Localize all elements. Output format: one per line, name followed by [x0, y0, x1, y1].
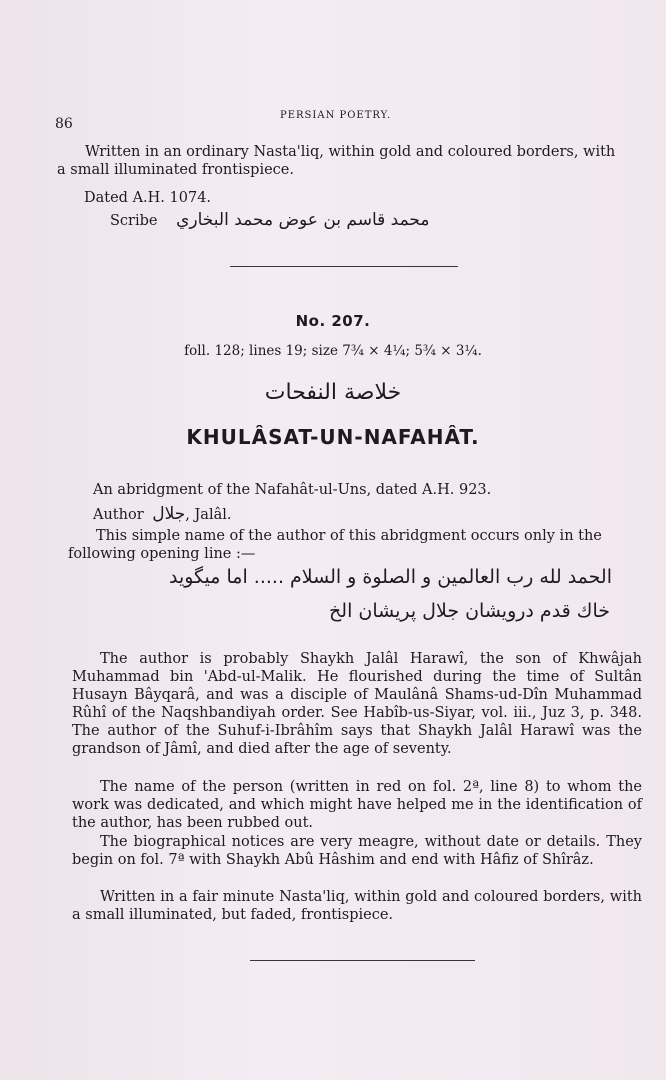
page-number: 86: [55, 116, 73, 132]
author-label: Author: [93, 507, 144, 523]
scribe-line: [110, 211, 530, 230]
author-arabic: جلال: [152, 504, 186, 524]
opening-line-1: الحمد لله رب العالمين و الصلوة و السلام ..... اما ميگويد: [168, 566, 612, 588]
author-note: This simple name of the author of this abridgment occurs only in the following opening line :—: [68, 528, 602, 562]
entry-number: No. 207.: [295, 312, 371, 330]
author-line: [93, 505, 231, 524]
running-head: PERSIAN POETRY.: [280, 110, 392, 121]
scribe-label: Scribe: [110, 213, 158, 229]
entry-title-arabic: خلاصة النفحات: [264, 380, 402, 405]
entry-title: KHULÂSAT-UN-NAFAHÂT.: [186, 425, 480, 449]
prev-entry-dated: Dated A.H. 1074.: [84, 190, 212, 206]
scribe-name-arabic: محمد قاسم بن عوض محمد البخاري: [176, 210, 430, 230]
paragraph-notices: The biographical notices are very meagre, without date or details. They begin on fol. 7ª with Shaykh Abû Hâshim and end with Hâfiz of Shîrâz.: [72, 834, 642, 868]
section-divider: [230, 266, 458, 267]
paragraph-dedication: The name of the person (written in red on fol. 2ª, line 8) to whom the work was dedicated, and which might have helped me in the identification of the author, has been rubbed out.: [72, 779, 642, 831]
author-name: , Jalâl.: [185, 507, 232, 523]
entry-abridgment: An abridgment of the Nafahât-ul-Uns, dated A.H. 923.: [93, 482, 492, 498]
entry-folio: foll. 128; lines 19; size 7¾ × 4¼; 5¾ × 3¼.: [184, 343, 482, 359]
paragraph-written: Written in a fair minute Nasta'liq, within gold and coloured borders, with a small illuminated, but faded, frontispiece.: [72, 889, 642, 923]
prev-entry-description: Written in an ordinary Nasta'liq, within gold and coloured borders, with a small illuminated frontispiece.: [57, 144, 616, 178]
opening-line-2: خاك قدم درويشان جلال پريشان الخ: [329, 600, 610, 622]
paragraph-author: The author is probably Shaykh Jalâl Harawî, the son of Khwâjah Muhammad bin 'Abd-ul-Malik. He flourished during the time of Sultân Husayn Bâyqarâ, and was a disciple of Maulânâ Shams-ud-Dîn Muhammad Rûhî of the Naqshbandiyah order. See Habîb-us-Siyar, vol. iii., Juz 3, p. 348. The author of the Suhuf-i-Ibrâhîm says that Shaykh Jalâl Harawî was the grandson of Jâmî, and died after the age of seventy.: [72, 651, 642, 757]
end-divider: [250, 960, 475, 961]
